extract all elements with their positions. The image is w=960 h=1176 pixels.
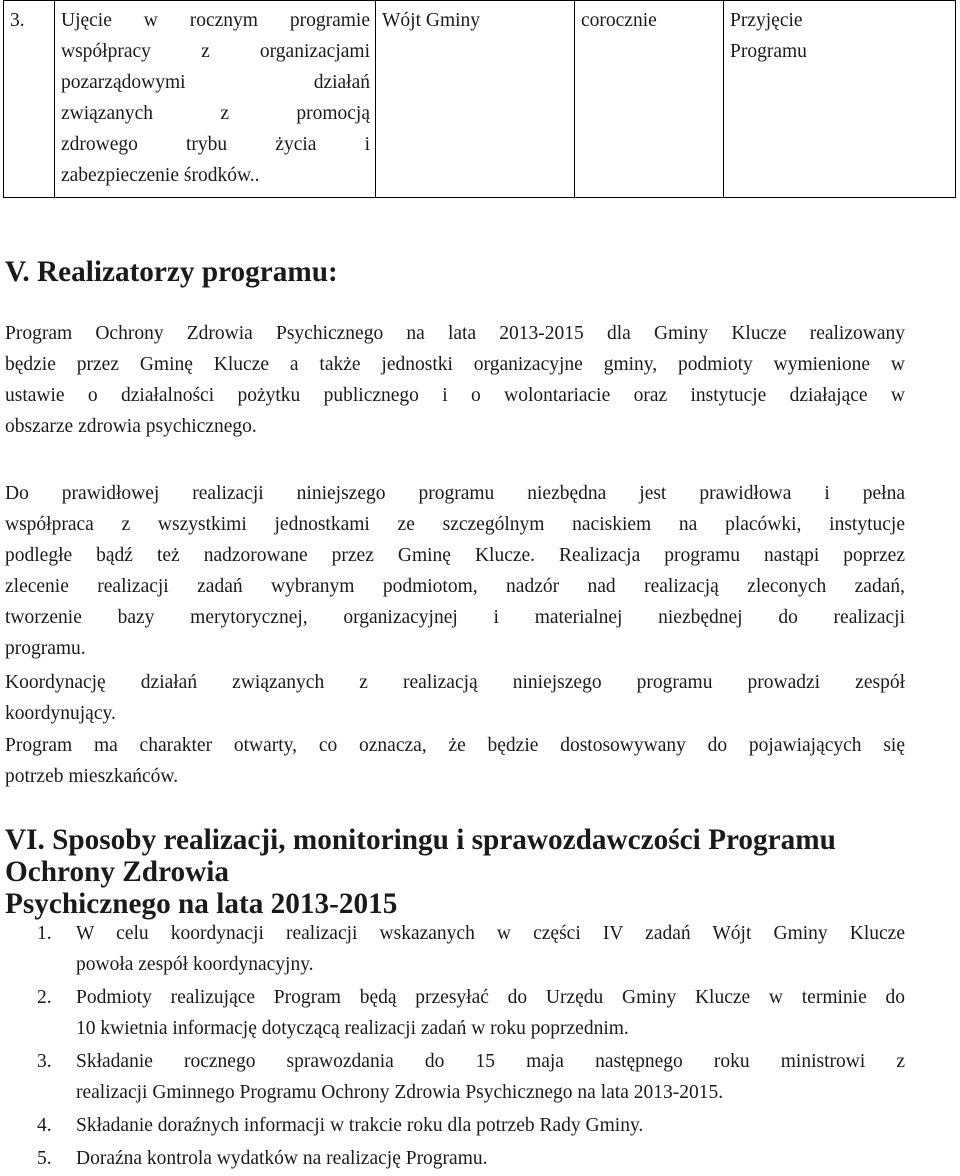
paragraph-line: będzie przez Gminę Klucze a także jednostki organizacyjne gminy, podmioty wymienione w [5,354,905,375]
result-line: Przyjęcie [730,10,803,31]
paragraph-line: Do prawidłowej realizacji niniejszego programu niezbędna jest prawidłowa i pełna [5,483,905,504]
responsible-cell [376,1,575,198]
list-number: 3. [37,1051,52,1072]
responsible-text: Wójt Gminy [382,10,481,31]
list-item [0,1110,905,1141]
paragraph-line: koordynujący. [5,703,116,724]
paragraph-coordination [5,667,905,729]
task-cell [55,1,376,198]
task-line: związanych z promocją [61,103,370,124]
list-number: 1. [37,923,52,944]
paragraph-line: Program ma charakter otwarty, co oznacza, że będzie dostosowywany do pojawiających się [5,735,905,756]
paragraph-line: potrzeb mieszkańców. [5,766,179,787]
list-item [0,1143,905,1174]
result-cell [724,1,956,198]
paragraph-line: Koordynację działań związanych z realizacją niniejszego programu prowadzi zespół [5,672,905,693]
task-line: zabezpieczenie środków.. [61,165,260,186]
paragraph-line: współpraca z wszystkimi jednostkami ze szczególnym naciskiem na placówki, instytucje [5,514,905,535]
section-5-heading: V. Realizatorzy programu: [5,256,338,288]
monitoring-list [0,918,905,1176]
list-line: powoła zespół koordynacyjny. [76,954,314,975]
paragraph-line: ustawie o działalności pożytku publicznego i o wolontariacie oraz instytucje działające w [5,385,905,406]
list-number: 2. [37,987,52,1008]
task-line: współpracy z organizacjami [61,41,370,62]
task-line: zdrowego trybu życia i [61,134,370,155]
list-item [0,982,905,1044]
paragraph-line: podległe bądź też nadzorowane przez Gminę Klucze. Realizacja programu nastąpi poprzez [5,545,905,566]
paragraph-line: obszarze zdrowia psychicznego. [5,416,257,437]
list-line: realizacji Gminnego Programu Ochrony Zdrowia Psychicznego na lata 2013-2015. [76,1082,724,1103]
list-number: 4. [37,1115,52,1136]
list-item [0,918,905,980]
paragraph-cooperation [5,478,905,664]
result-line: Programu [730,41,807,62]
list-line: Składanie rocznego sprawozdania do 15 maja następnego roku ministrowi z [76,1051,905,1072]
paragraph-line: zlecenie realizacji zadań wybranym podmiotom, nadzór nad realizacją zleconych zadań, [5,576,905,597]
deadline-text: corocznie [581,10,657,31]
table-row [4,1,956,198]
deadline-cell [575,1,724,198]
list-item [0,1046,905,1108]
row-number: 3. [10,10,25,31]
heading-line: Psychicznego na lata 2013-2015 [5,888,398,920]
paragraph-line: programu. [5,638,86,659]
paragraph-line: tworzenie bazy merytorycznej, organizacyjnej i materialnej niezbędnej do realizacji [5,607,905,628]
row-number-cell [4,1,55,198]
paragraph-open-character [5,730,905,792]
list-line: Podmioty realizujące Program będą przesyłać do Urzędu Gminy Klucze w terminie do [76,987,905,1008]
section-6-heading [5,824,895,920]
paragraph-line: Program Ochrony Zdrowia Psychicznego na lata 2013-2015 dla Gminy Klucze realizowany [5,323,905,344]
list-line: W celu koordynacji realizacji wskazanych w części IV zadań Wójt Gminy Klucze [76,923,905,944]
task-line: Ujęcie w rocznym programie [61,10,370,31]
heading-line: VI. Sposoby realizacji, monitoringu i sprawozdawczości Programu Ochrony Zdrowia [5,824,836,888]
tasks-table [3,0,956,198]
list-number: 5. [37,1148,52,1169]
list-line: Składanie doraźnych informacji w trakcie roku dla potrzeb Rady Gminy. [76,1115,644,1136]
list-line: Doraźna kontrola wydatków na realizację Programu. [76,1148,488,1169]
task-line: pozarządowymi działań [61,72,370,93]
paragraph-implementers [5,318,905,442]
list-line: 10 kwietnia informację dotyczącą realizacji zadań w roku poprzednim. [76,1018,629,1039]
